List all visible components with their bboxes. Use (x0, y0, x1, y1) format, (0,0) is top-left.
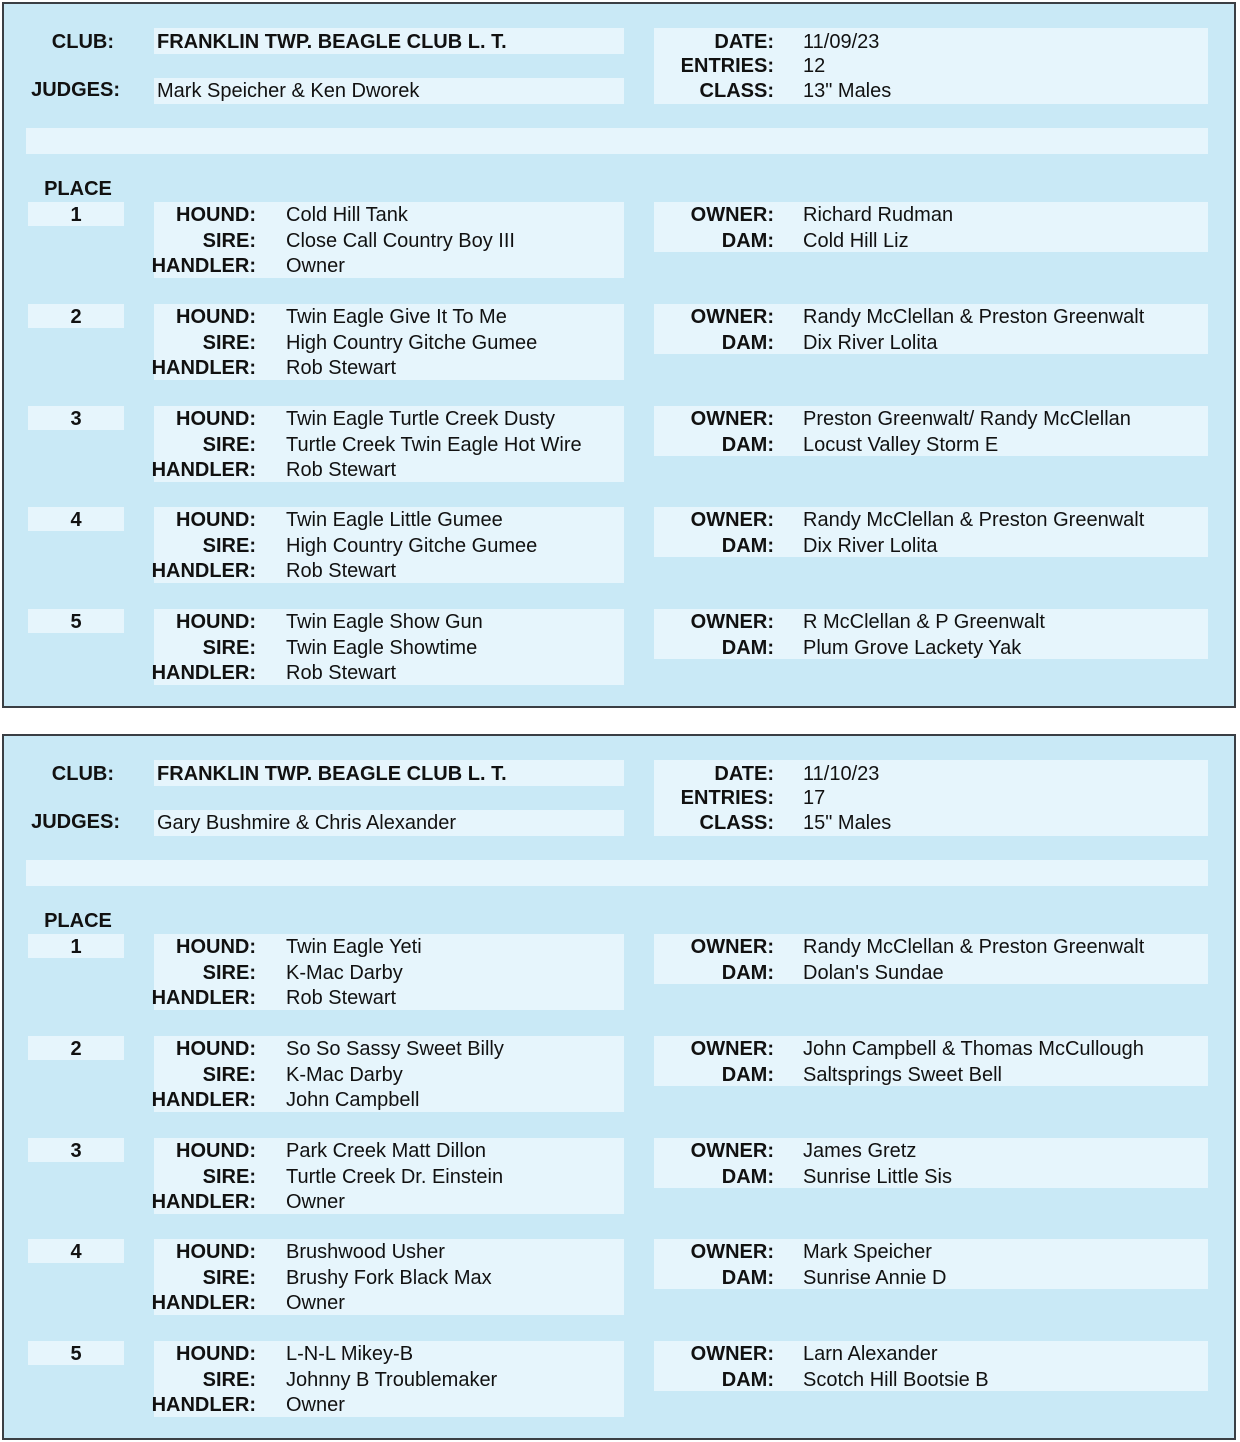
sire-name: K-Mac Darby (286, 962, 403, 984)
hound-name: Twin Eagle Show Gun (286, 611, 483, 633)
entries-value: 17 (803, 787, 826, 809)
class-label: CLASS: (699, 812, 774, 834)
hound-label: HOUND: (176, 509, 256, 531)
hound-label: HOUND: (176, 936, 256, 958)
divider-strip (26, 128, 1208, 154)
owner-label: OWNER: (690, 1343, 774, 1365)
hound-label: HOUND: (176, 204, 256, 226)
hound-name: L-N-L Mikey-B (286, 1343, 414, 1365)
hound-label: HOUND: (176, 1140, 256, 1162)
hound-label: HOUND: (176, 1038, 256, 1060)
dam-name: Dix River Lolita (803, 535, 938, 557)
place-number: 2 (70, 306, 82, 328)
dam-name: Plum Grove Lackety Yak (803, 637, 1022, 659)
class-value: 13" Males (803, 80, 892, 102)
owner-label: OWNER: (690, 1140, 774, 1162)
dam-name: Dolan's Sundae (803, 962, 944, 984)
owner-name: John Campbell & Thomas McCullough (803, 1038, 1144, 1060)
owner-name: Richard Rudman (803, 204, 954, 226)
sire-label: SIRE: (202, 637, 256, 659)
sire-name: K-Mac Darby (286, 1064, 403, 1086)
sire-label: SIRE: (202, 230, 256, 252)
owner-name: James Gretz (803, 1140, 917, 1162)
sire-label: SIRE: (202, 535, 256, 557)
handler-label: HANDLER: (151, 357, 256, 379)
handler-label: HANDLER: (151, 1089, 256, 1111)
handler-name: Owner (286, 1394, 345, 1416)
divider-strip (26, 860, 1208, 886)
dam-label: DAM: (721, 1064, 774, 1086)
handler-label: HANDLER: (151, 560, 256, 582)
handler-name: Rob Stewart (286, 560, 397, 582)
handler-label: HANDLER: (151, 1191, 256, 1213)
judges-names: Mark Speicher & Ken Dworek (157, 80, 420, 102)
sire-name: Twin Eagle Showtime (286, 637, 478, 659)
owner-label: OWNER: (690, 204, 774, 226)
sire-name: Close Call Country Boy III (286, 230, 515, 252)
dam-label: DAM: (721, 1369, 774, 1391)
dam-label: DAM: (721, 230, 774, 252)
hound-label: HOUND: (176, 408, 256, 430)
club-name: FRANKLIN TWP. BEAGLE CLUB L. T. (157, 763, 507, 785)
place-number: 5 (70, 1343, 82, 1365)
dam-name: Scotch Hill Bootsie B (803, 1369, 989, 1391)
hound-name: Twin Eagle Little Gumee (286, 509, 503, 531)
owner-name: Larn Alexander (803, 1343, 938, 1365)
hound-name: So So Sassy Sweet Billy (286, 1038, 504, 1060)
entries-value: 12 (803, 55, 826, 77)
dam-name: Cold Hill Liz (803, 230, 909, 252)
dam-label: DAM: (721, 962, 774, 984)
results-card-2 (2, 734, 1236, 1440)
judges-label: JUDGES: (31, 79, 120, 101)
place-number: 3 (70, 408, 82, 430)
sire-name: Johnny B Troublemaker (286, 1369, 498, 1391)
handler-name: Rob Stewart (286, 459, 397, 481)
handler-name: Owner (286, 1191, 345, 1213)
sire-label: SIRE: (202, 962, 256, 984)
dam-label: DAM: (721, 637, 774, 659)
place-number: 1 (70, 936, 82, 958)
date-label: DATE: (714, 763, 774, 785)
handler-name: Rob Stewart (286, 662, 397, 684)
place-number: 5 (70, 611, 82, 633)
owner-name: Randy McClellan & Preston Greenwalt (803, 936, 1145, 958)
entries-label: ENTRIES: (680, 787, 774, 809)
sire-label: SIRE: (202, 1267, 256, 1289)
dam-name: Sunrise Little Sis (803, 1166, 952, 1188)
hound-name: Brushwood Usher (286, 1241, 445, 1263)
sire-label: SIRE: (202, 1369, 256, 1391)
date-value: 11/10/23 (803, 763, 880, 785)
sire-name: Turtle Creek Twin Eagle Hot Wire (286, 434, 582, 456)
dam-label: DAM: (721, 332, 774, 354)
sire-label: SIRE: (202, 1064, 256, 1086)
sire-name: High Country Gitche Gumee (286, 332, 538, 354)
hound-label: HOUND: (176, 611, 256, 633)
hound-label: HOUND: (176, 1241, 256, 1263)
place-header: PLACE (44, 178, 112, 200)
place-number: 2 (70, 1038, 82, 1060)
dam-label: DAM: (721, 535, 774, 557)
handler-name: Rob Stewart (286, 987, 397, 1009)
sire-name: Turtle Creek Dr. Einstein (286, 1166, 504, 1188)
owner-name: Randy McClellan & Preston Greenwalt (803, 306, 1145, 328)
hound-label: HOUND: (176, 306, 256, 328)
sire-label: SIRE: (202, 1166, 256, 1188)
handler-label: HANDLER: (151, 1292, 256, 1314)
sire-name: High Country Gitche Gumee (286, 535, 538, 557)
date-label: DATE: (714, 31, 774, 53)
date-value: 11/09/23 (803, 31, 880, 53)
owner-label: OWNER: (690, 611, 774, 633)
hound-name: Twin Eagle Turtle Creek Dusty (286, 408, 555, 430)
owner-label: OWNER: (690, 1038, 774, 1060)
handler-label: HANDLER: (151, 1394, 256, 1416)
hound-name: Park Creek Matt Dillon (286, 1140, 487, 1162)
handler-name: John Campbell (286, 1089, 420, 1111)
dam-name: Dix River Lolita (803, 332, 938, 354)
club-name: FRANKLIN TWP. BEAGLE CLUB L. T. (157, 31, 507, 53)
owner-label: OWNER: (690, 408, 774, 430)
handler-label: HANDLER: (151, 255, 256, 277)
owner-label: OWNER: (690, 306, 774, 328)
owner-label: OWNER: (690, 936, 774, 958)
class-label: CLASS: (699, 80, 774, 102)
results-card-1 (2, 2, 1236, 708)
place-number: 3 (70, 1140, 82, 1162)
owner-label: OWNER: (690, 1241, 774, 1263)
dam-label: DAM: (721, 434, 774, 456)
handler-label: HANDLER: (151, 662, 256, 684)
hound-name: Twin Eagle Yeti (286, 936, 422, 958)
dam-label: DAM: (721, 1166, 774, 1188)
place-number: 4 (70, 1241, 82, 1263)
dam-name: Saltsprings Sweet Bell (803, 1064, 1002, 1086)
owner-name: R McClellan & P Greenwalt (803, 611, 1045, 633)
hound-name: Twin Eagle Give It To Me (286, 306, 507, 328)
handler-name: Owner (286, 255, 345, 277)
owner-name: Randy McClellan & Preston Greenwalt (803, 509, 1145, 531)
dam-label: DAM: (721, 1267, 774, 1289)
judges-names: Gary Bushmire & Chris Alexander (157, 812, 457, 834)
club-label: CLUB: (51, 31, 114, 53)
sire-name: Brushy Fork Black Max (286, 1267, 492, 1289)
dam-name: Locust Valley Storm E (803, 434, 999, 456)
handler-label: HANDLER: (151, 987, 256, 1009)
handler-label: HANDLER: (151, 459, 256, 481)
place-number: 1 (70, 204, 82, 226)
place-header: PLACE (44, 910, 112, 932)
club-label: CLUB: (51, 763, 114, 785)
owner-label: OWNER: (690, 509, 774, 531)
handler-name: Rob Stewart (286, 357, 397, 379)
handler-name: Owner (286, 1292, 345, 1314)
judges-label: JUDGES: (31, 811, 120, 833)
entries-label: ENTRIES: (680, 55, 774, 77)
dam-name: Sunrise Annie D (803, 1267, 947, 1289)
owner-name: Preston Greenwalt/ Randy McClellan (803, 408, 1131, 430)
place-number: 4 (70, 509, 82, 531)
sire-label: SIRE: (202, 434, 256, 456)
hound-name: Cold Hill Tank (286, 204, 408, 226)
owner-name: Mark Speicher (803, 1241, 932, 1263)
class-value: 15" Males (803, 812, 892, 834)
hound-label: HOUND: (176, 1343, 256, 1365)
sire-label: SIRE: (202, 332, 256, 354)
